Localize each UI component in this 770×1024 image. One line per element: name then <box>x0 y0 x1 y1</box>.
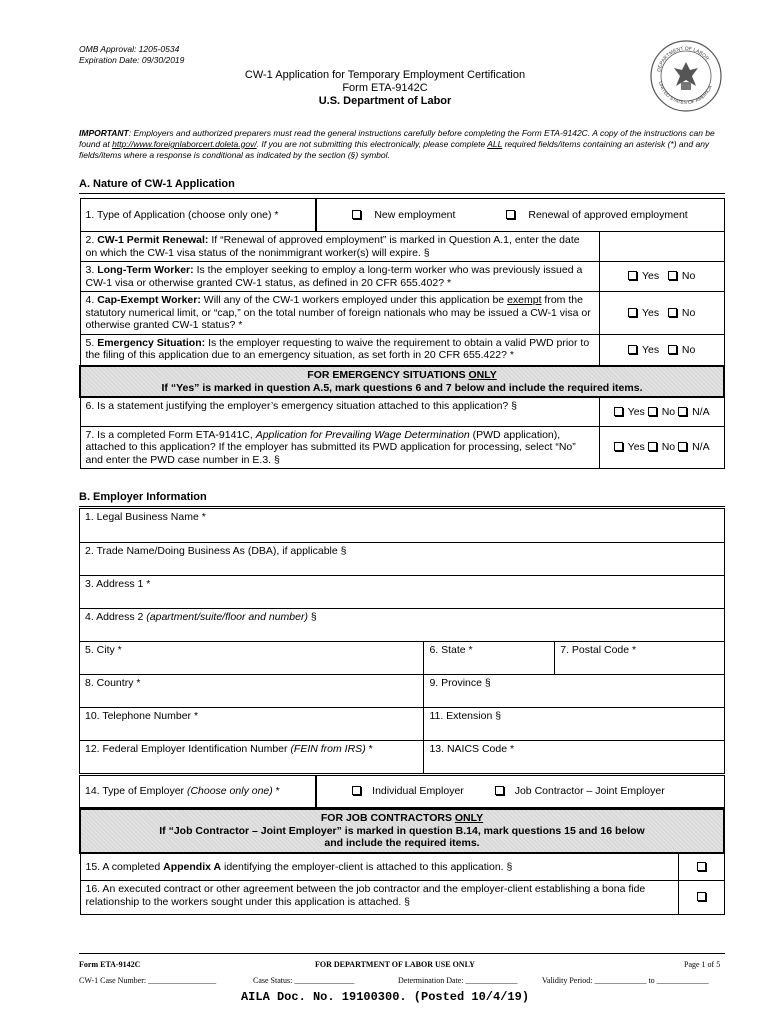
important-notice <box>79 128 729 161</box>
employer-type-table <box>79 775 725 808</box>
q4-yes[interactable]: Yes <box>628 307 659 319</box>
q16-cell: 16. An executed contract or other agreement between the job contractor and the employer-client establishing a bona fide relationship to the workers sought under this application is attached. § <box>80 881 678 915</box>
aila-doc-number: AILA Doc. No. 19100300. (Posted 10/4/19) <box>240 990 530 1004</box>
q5-answer-cell <box>599 334 724 366</box>
q15-checkbox-cell <box>678 853 724 881</box>
q6-na-checkbox[interactable] <box>678 407 687 416</box>
footer-determination: Determination Date: _____________ <box>398 976 518 985</box>
q2-answer-cell[interactable] <box>599 232 724 262</box>
q6-yes-checkbox[interactable] <box>614 407 623 416</box>
footer-rule <box>79 953 725 954</box>
q1-options <box>316 199 724 232</box>
footer-dol-only: FOR DEPARTMENT OF LABOR USE ONLY <box>315 960 475 969</box>
q6-cell: 6. Is a statement justifying the employer’s emergency situation attached to this application? § <box>80 397 599 426</box>
q6-answer-cell: Yes No N/A <box>599 397 724 426</box>
form-number: Form ETA-9142C <box>342 82 428 94</box>
expiration-date: Expiration Date: 09/30/2019 <box>79 55 185 65</box>
important-label: IMPORTANT <box>79 128 129 138</box>
department-name: U.S. Department of Labor <box>318 95 452 107</box>
q7-no-checkbox[interactable] <box>648 442 657 451</box>
employer-type-options <box>316 776 724 808</box>
address-2-field[interactable]: 4. Address 2 (apartment/suite/floor and number) § <box>80 609 725 642</box>
important-all: ALL <box>487 139 503 149</box>
employer-type-label-cell: 14. Type of Employer (Choose only one) * <box>80 776 317 808</box>
form-title: CW-1 Application for Temporary Employment Certification <box>244 69 526 81</box>
omb-block <box>79 44 184 66</box>
q6-no-checkbox[interactable] <box>648 407 657 416</box>
q7-answer-cell: Yes No N/A <box>599 426 724 469</box>
q15-checkbox[interactable] <box>697 862 706 871</box>
section-a-table <box>79 198 725 469</box>
q4-no[interactable]: No <box>668 307 695 319</box>
section-b-rule <box>79 506 725 507</box>
province-field[interactable]: 9. Province § <box>424 675 725 708</box>
seal-top-text: DEPARTMENT OF LABOR <box>656 45 711 73</box>
seal-bottom-text: UNITED STATES OF AMERICA <box>656 80 714 107</box>
section-a-heading: A. Nature of CW-1 Application <box>79 178 235 190</box>
footer-page: Page 1 of 5 <box>684 960 721 969</box>
q3-cell: 3. Long-Term Worker: Is the employer seeking to employ a long-term worker who was previously issued a CW-1 visa or otherwise granted CW-1 status, as defined in 20 CFR 655.402? * <box>80 262 599 292</box>
q7-cell: 7. Is a completed Form ETA-9141C, Application for Prevailing Wage Determination (PWD application), attached to this application? If the employer has submitted its PWD application for processing, select “No” and enter the PWD case number in E.3. § <box>80 426 599 469</box>
dol-seal-icon <box>650 40 722 112</box>
postal-code-field[interactable]: 7. Postal Code * <box>555 642 725 675</box>
q4-cell: 4. Cap-Exempt Worker: Will any of the CW-1 workers employed under this application be exempt from the statutory numerical limit, or “cap,” on the total number of foreign nationals who may be issued a CW-1 visa or otherwise granted CW-1 status? * <box>80 292 599 335</box>
address-1-field[interactable]: 3. Address 1 * <box>80 576 725 609</box>
q16-checkbox[interactable] <box>697 892 706 901</box>
section-a-rule <box>79 193 725 194</box>
job-contractor-table <box>79 808 725 915</box>
important-text-2: . If you are not submitting this electronically, please complete <box>256 139 488 149</box>
q1-label-cell <box>80 199 316 232</box>
footer-form: Form ETA-9142C <box>79 960 141 969</box>
renewal-checkbox[interactable] <box>506 210 515 219</box>
q4-answer-cell <box>599 292 724 335</box>
country-field[interactable]: 8. Country * <box>80 675 424 708</box>
q7-na-checkbox[interactable] <box>678 442 687 451</box>
instructions-link[interactable]: http://www.foreignlaborcert.doleta.gov/ <box>112 139 257 149</box>
important-text-1: : Employers and authorized preparers must read the general instructions carefully before completing the Form ETA-9142C. A copy of the instructions can be found at <box>79 128 715 149</box>
renewal-option[interactable]: Renewal of approved employment <box>506 209 687 221</box>
city-field[interactable]: 5. City * <box>80 642 424 675</box>
trade-name-field[interactable]: 2. Trade Name/Doing Business As (DBA), if applicable § <box>80 543 725 576</box>
state-field[interactable]: 6. State * <box>424 642 555 675</box>
q16-checkbox-cell <box>678 881 724 915</box>
legal-business-name-field[interactable]: 1. Legal Business Name * <box>80 509 725 543</box>
naics-field[interactable]: 13. NAICS Code * <box>424 741 725 774</box>
omb-approval: OMB Approval: 1205-0534 <box>79 44 180 54</box>
q5-yes[interactable]: Yes <box>628 344 659 356</box>
q2-cell: 2. CW-1 Permit Renewal: If “Renewal of approved employment” is marked in Question A.1, enter the date on which the CW-1 visa status of the nonimmigrant worker(s) will expire. § <box>80 232 599 262</box>
footer-case-number: CW-1 Case Number: _________________ <box>79 976 217 985</box>
emergency-banner: FOR EMERGENCY SITUATIONS ONLY If “Yes” is marked in question A.5, mark questions 6 and 7 below and include the required items. <box>80 366 724 397</box>
new-employment-option[interactable]: New employment <box>352 209 455 221</box>
important-text-3: required fields/items containing an asterisk (*) and any fields/items where a response is conditional as indicated by the section (§) symbol. <box>79 139 710 160</box>
job-contractor-banner: FOR JOB CONTRACTORS ONLY If “Job Contractor – Joint Employer” is marked in question B.14, mark questions 15 and 16 below and include the required items. <box>80 809 724 853</box>
footer-case-status: Case Status: _______________ <box>253 976 355 985</box>
q3-answer-cell <box>599 262 724 292</box>
fein-field[interactable]: 12. Federal Employer Identification Number (FEIN from IRS) * <box>80 741 424 774</box>
footer-validity: Validity Period: _____________ to _____________ <box>542 976 709 985</box>
telephone-field[interactable]: 10. Telephone Number * <box>80 708 424 741</box>
section-b-table <box>79 508 725 774</box>
extension-field[interactable]: 11. Extension § <box>424 708 725 741</box>
job-contractor-option[interactable]: Job Contractor – Joint Employer <box>495 785 665 797</box>
q15-cell: 15. A completed Appendix A identifying the employer-client is attached to this application. § <box>80 853 678 881</box>
q7-yes-checkbox[interactable] <box>614 442 623 451</box>
individual-employer-option[interactable]: Individual Employer <box>352 785 464 797</box>
new-employment-checkbox[interactable] <box>352 210 361 219</box>
q3-no[interactable]: No <box>668 270 695 282</box>
section-b-heading: B. Employer Information <box>79 491 207 503</box>
q3-yes[interactable]: Yes <box>628 270 659 282</box>
q1-label: 1. Type of Application (choose only one) * <box>85 208 279 221</box>
q5-cell: 5. Emergency Situation: Is the employer requesting to waive the requirement to obtain a valid PWD prior to the filing of this application due to an emergency situation, as set forth in 20 CFR 655.422? * <box>80 334 599 366</box>
q5-no[interactable]: No <box>668 344 695 356</box>
